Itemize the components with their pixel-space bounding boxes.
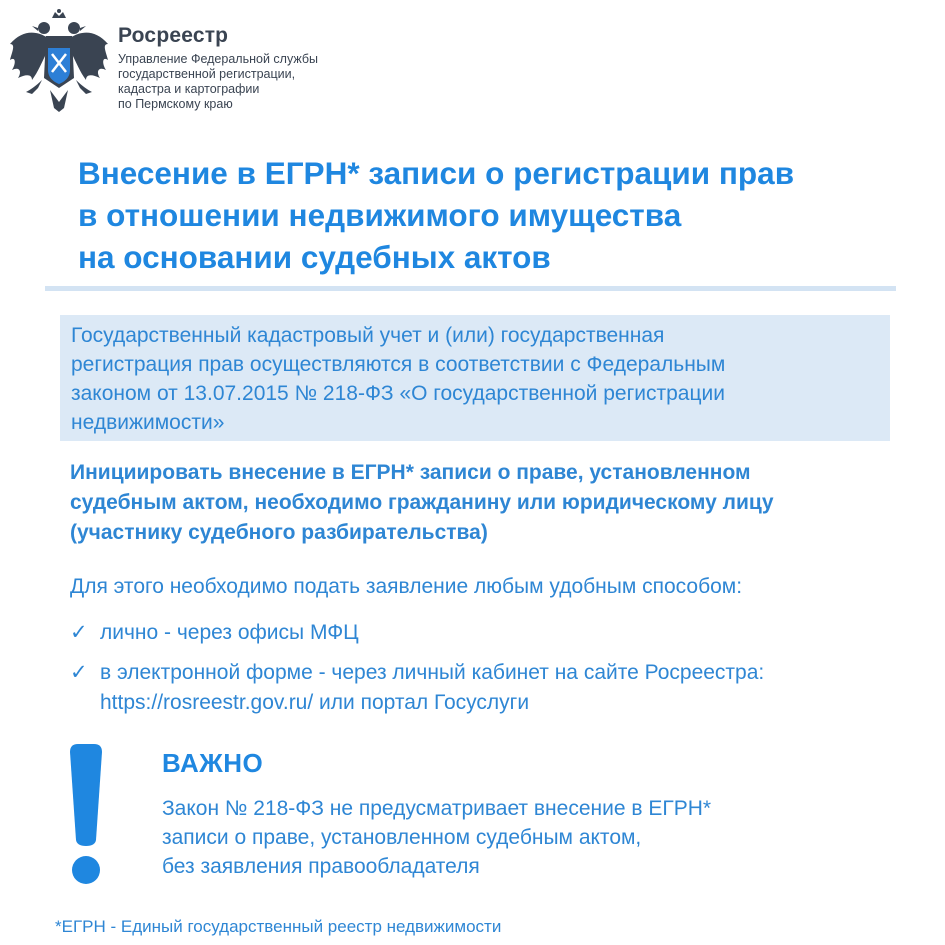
title-divider (45, 286, 896, 291)
org-subtitle-line: кадастра и картографии (118, 82, 260, 96)
law-info-line: законом от 13.07.2015 № 218-ФЗ «О государственной регистрации (71, 382, 725, 405)
check-icon: ✓ (70, 661, 88, 684)
important-line: без заявления правообладателя (162, 855, 480, 878)
law-info-text (71, 321, 881, 437)
check-icon: ✓ (70, 621, 88, 644)
initiate-paragraph (70, 458, 930, 548)
law-info-line: регистрация прав осуществляются в соответствии с Федеральным (71, 353, 726, 376)
org-subtitle-line: Управление Федеральной службы (118, 52, 318, 66)
initiate-line: (участнику судебного разбирательства) (70, 521, 488, 544)
title-line: в отношении недвижимого имущества (78, 197, 682, 233)
org-name: Росреестр (118, 24, 229, 47)
methods-intro: Для этого необходимо подать заявление любым удобным способом: (70, 575, 743, 598)
method-item-text (100, 618, 900, 648)
page-title (78, 152, 918, 278)
initiate-line: Инициировать внесение в ЕГРН* записи о праве, установленном (70, 461, 751, 484)
important-title: ВАЖНО (162, 748, 264, 778)
title-line: на основании судебных актов (78, 239, 551, 275)
law-info-line: Государственный кадастровый учет и (или) государственная (71, 324, 665, 347)
important-line: записи о праве, установленном судебным актом, (162, 826, 642, 849)
method-item-text (100, 658, 900, 718)
rosreestr-link[interactable]: https://rosreestr.gov.ru/ или портал Госуслуги (100, 691, 530, 714)
org-subtitle (118, 52, 378, 112)
org-subtitle-line: государственной регистрации, (118, 67, 296, 81)
rosreestr-emblem-icon (8, 8, 110, 116)
exclamation-icon (66, 742, 106, 887)
method-item-line: в электронной форме - через личный кабинет на сайте Росреестра: (100, 661, 765, 684)
initiate-line: судебным актом, необходимо гражданину или юридическому лицу (70, 491, 774, 514)
law-info-line: недвижимости» (71, 411, 225, 434)
method-item-line: лично - через офисы МФЦ (100, 621, 359, 644)
law-info-box (60, 315, 890, 441)
title-line: Внесение в ЕГРН* записи о регистрации прав (78, 155, 795, 191)
footnote: *ЕГРН - Единый государственный реестр недвижимости (55, 917, 502, 936)
org-subtitle-line: по Пермскому краю (118, 97, 233, 111)
important-line: Закон № 218-ФЗ не предусматривает внесение в ЕГРН* (162, 797, 712, 820)
important-text (162, 794, 862, 881)
